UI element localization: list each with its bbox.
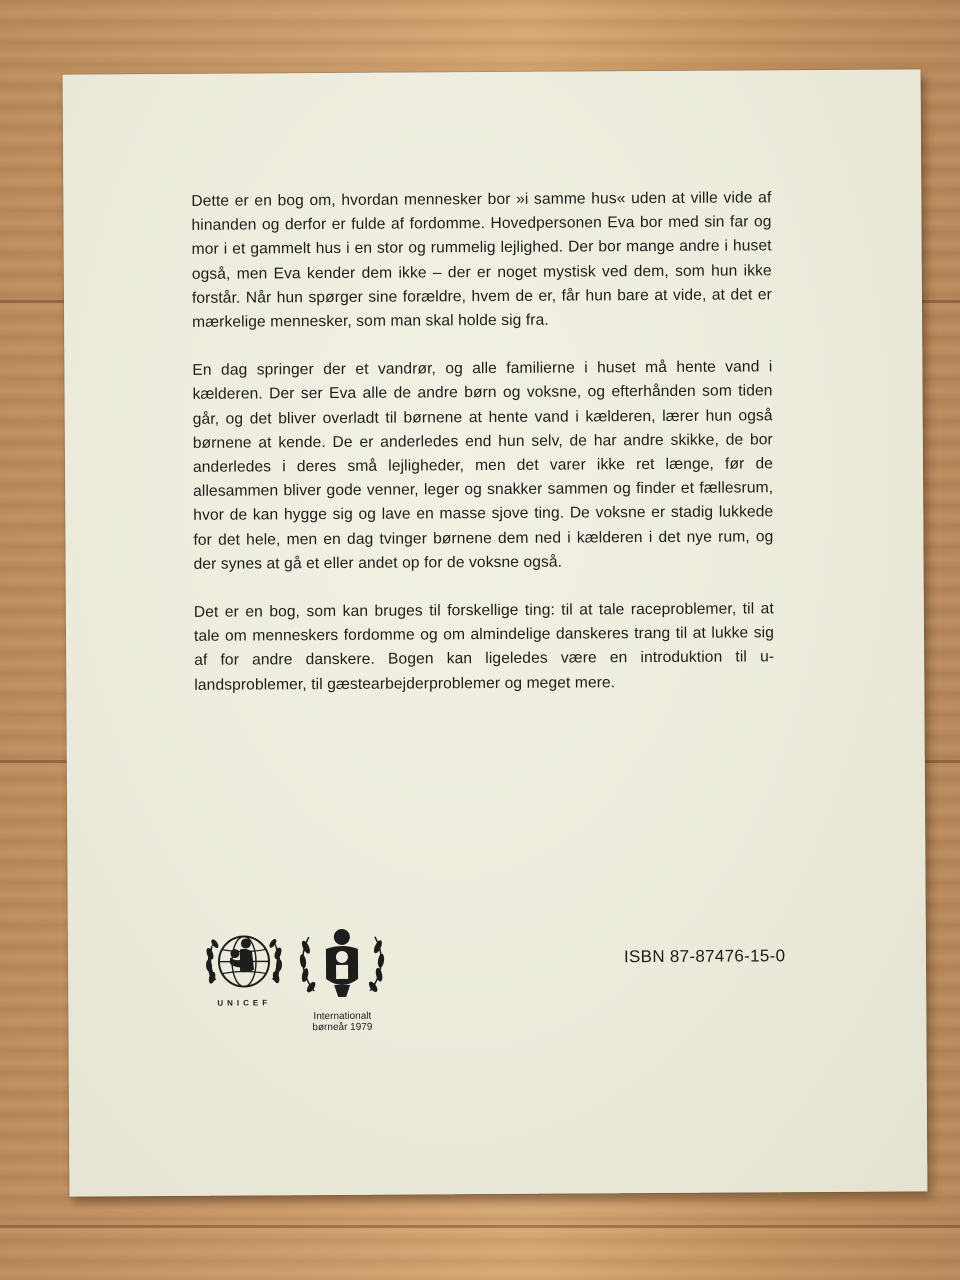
blurb-paragraph-1: Dette er en bog om, hvordan mennesker bor »i samme hus« uden at ville vide af hinanden og derfor er fulde af fordomme. Hovedpersonen Eva bor med sin far og mor i et gammelt hus i en stor og rummelig lejlighed. Der bor mange andre i huset også, men Eva kender dem ikke – der er noget mystisk ved dem, som hun ikke forstår. Når hun spørger sine forældre, hvem de er, får hun bare at vide, at det er mærkelige mennesker, som man skal holde sig fra. [191,189,772,331]
unicef-logo-icon [202,923,287,1012]
book-back-cover [63,69,928,1196]
international-year-of-child-logo-icon [296,923,389,1044]
blurb-paragraph-3: Det er en bog, som kan bruges til forskellige ting: til at tale raceproblemer, til at tale om menneskers fordomme og om almindelige danskeres trang til at lukke sig af for andre danskere. Bogen kan ligeledes være en introduktion til u-landsproblemer, til gæstearbejderproblemer og meget mere. [193,600,775,694]
svg-text:Internationalt: Internationalt [313,1010,372,1023]
svg-text:UNICEF: UNICEF [217,998,272,1008]
blurb-paragraph-2: En dag springer der et vandrør, og alle familierne i huset må hente vand i kælderen. Der ser Eva alle de andre børn og voksne, og efterhånden som tiden går, og det bliver overladt til børnene at hente vand i kælderen, lærer hun også børnene at kende. De er anderledes end hun selv, de har andre skikke, de bor anderledes i deres små lejligheder, men det varer ikke ret længe, før de allesammen bliver gode venner, leger og snakker sammen og finder et fællesrum, hvor de kan hygge sig og lave en masse sjove ting. De voksne er stadig lukkede for det hele, men en dag tvinger børnene dem ned i kælderen i det nye rum, og der synes at gå et eller andet op for de voksne også. [192,358,774,573]
blurb-text [191,186,774,721]
logos [202,922,453,1064]
isbn-number: ISBN 87-87476-15-0 [623,946,786,967]
table-plank-seam [0,1225,960,1228]
svg-text:børneår 1979: børneår 1979 [312,1021,373,1034]
